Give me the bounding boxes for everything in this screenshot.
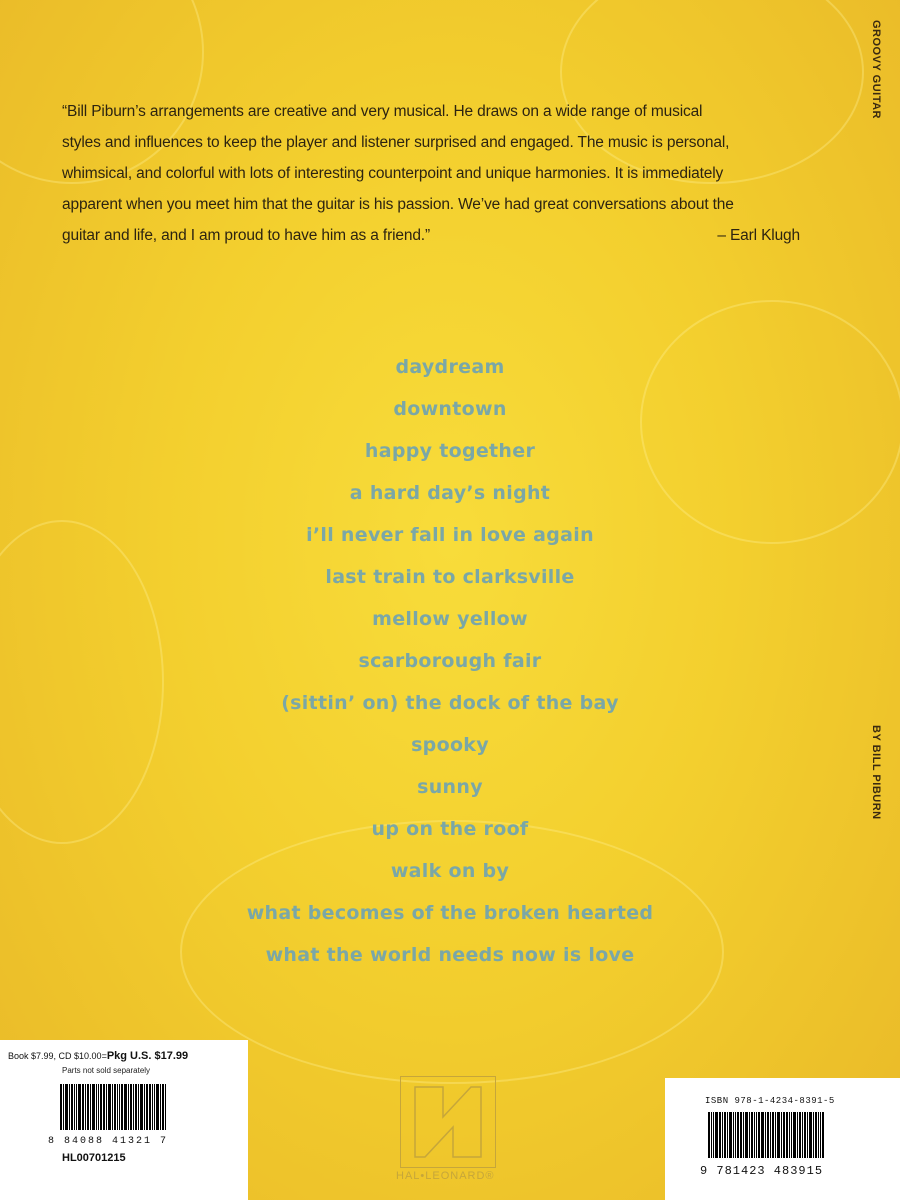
song-title: scarborough fair [358, 650, 542, 672]
price-total: Pkg U.S. $17.99 [106, 1050, 189, 1062]
song-title: walk on by [390, 860, 510, 882]
quote-attribution: – Earl Klugh [717, 227, 800, 244]
quote-line: “Bill Piburn’s arrangements are creative and very musical. He draws on a wide range of musical [62, 103, 703, 120]
song-title: downtown [393, 398, 507, 420]
price-line [0, 1040, 248, 1062]
song-title: last train to clarksville [325, 566, 575, 588]
song-title: daydream [395, 356, 505, 378]
upc-number: 8 84088 41321 7 [48, 1136, 169, 1147]
quote-line: styles and influences to keep the player and listener surprised and engaged. The music is personal, [62, 134, 730, 151]
hal-leonard-logo-icon [400, 1076, 496, 1168]
song-title: what the world needs now is love [265, 944, 635, 966]
price-breakdown: Book $7.99, CD $10.00= [8, 1051, 107, 1061]
song-list [0, 346, 900, 976]
song-title: sunny [417, 776, 483, 798]
song-title: spooky [411, 734, 489, 756]
quote-line-text: guitar and life, and I am proud to have him as a friend.” [62, 227, 430, 244]
isbn-label: ISBN 978-1-4234-8391-5 [705, 1096, 835, 1106]
song-title: up on the roof [371, 818, 529, 840]
song-title: a hard day’s night [349, 482, 551, 504]
quote-line: apparent when you meet him that the guitar is his passion. We’ve had great conversations about the [62, 196, 734, 213]
spine-title: GROOVY GUITAR [870, 20, 882, 119]
isbn-barcode-number: 9 781423 483915 [700, 1164, 824, 1178]
product-code: HL00701215 [62, 1152, 126, 1164]
quote-line: whimsical, and colorful with lots of interesting counterpoint and unique harmonies. It is immediately [62, 165, 724, 182]
endorsement-quote [62, 96, 822, 251]
song-title: what becomes of the broken hearted [246, 902, 654, 924]
song-title: (sittin’ on) the dock of the bay [281, 692, 619, 714]
song-title: happy together [364, 440, 536, 462]
spine-author: BY BILL PIBURN [870, 725, 882, 820]
song-title: i’ll never fall in love again [306, 524, 594, 546]
song-title: mellow yellow [372, 608, 528, 630]
price-note: Parts not sold separately [62, 1066, 151, 1075]
upc-barcode [60, 1084, 166, 1130]
quote-line [62, 220, 822, 251]
publisher-name: HAL•LEONARD® [396, 1170, 495, 1182]
isbn-barcode [708, 1112, 824, 1158]
